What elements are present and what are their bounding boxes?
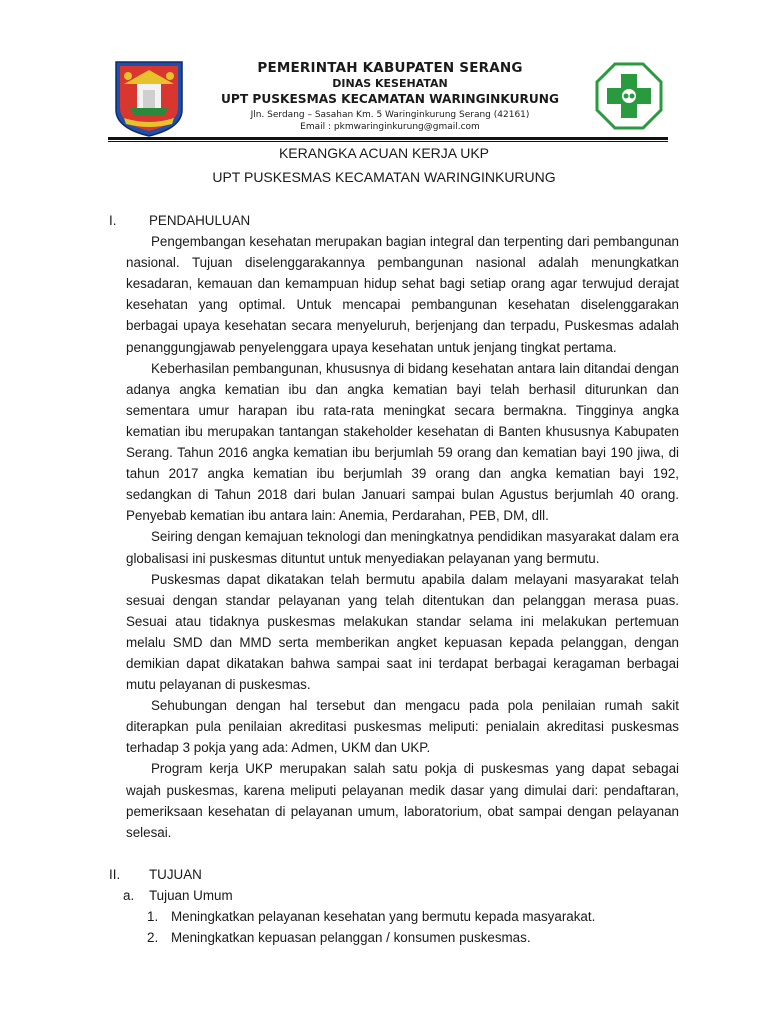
list-item-number: 1. (147, 909, 159, 924)
institution-name: UPT PUSKESMAS KECAMATAN WARINGINKURUNG (221, 92, 559, 106)
section-heading (109, 210, 679, 231)
list-item (109, 927, 679, 948)
list-item-text: Meningkatkan kepuasan pelanggan / konsumen puskesmas. (171, 930, 531, 946)
paragraph: Puskesmas dapat dikatakan telah bermutu apabila dalam melayani masyarakat telah sesuai dengan standar pelayanan yang telah ditentukan dan pelanggan merasa puas. Sesuai atau tidaknya puskesmas melakukan standar selama ini melakukan pertemuan melalu SMD dan MMD serta memberikan angket kepuasan kepada pelanggan, dengan demikian dapat dikatakan bahwa sampai saat ini terdapat berbagai keragaman berbagai mutu pelayanan di puskesmas. (126, 571, 679, 693)
document-subtitle: UPT PUSKESMAS KECAMATAN WARINGINKURUNG (212, 169, 556, 185)
subsection-number: a. (123, 887, 135, 903)
kabupaten-serang-emblem-icon (110, 58, 188, 138)
paragraph: Keberhasilan pembangunan, khususnya di bidang kesehatan antara lain ditandai dengan adanya angka kematian ibu dan angka kematian bayi telah berhasil diturunkan dan sementara umur harapan ibu rata-rata meningkat secara bermakna. Tingginya angka kematian ibu merupakan tantangan stakeholder kesehatan di Banten khususnya Kabupaten Serang. Tahun 2016 angka kematian ibu berjumlah 59 orang dan kematian bayi 190 jiwa, di tahun 2017 angka kematian ibu berjumlah 39 orang dan angka kematian bayi 192, sedangkan di Tahun 2018 dari bulan Januari sampai bulan Agustus berjumlah 40 orang. Penyebab kematian ibu antara lain: Anemia, Perdarahan, PEB, DM, dll. (126, 360, 679, 524)
list-item-text: Meningkatkan pelayanan kesehatan yang bermutu kepada masyarakat. (171, 909, 596, 924)
paragraph: Seiring dengan kemajuan teknologi dan meningkatnya pendidikan masyarakat dalam era globalisasi ini puskesmas dituntut untuk menyediakan pelayanan yang bermutu. (126, 529, 679, 566)
paragraph: Program kerja UKP merupakan salah satu pokja di puskesmas yang dapat sebagai wajah puskesmas, karena meliputi pelayanan medik dasar yang dimulai dari: pendaftaran, pemeriksaan kesehatan di pelayanan umum, laboratorium, obat sampai dengan pelayanan selesai. (126, 761, 679, 840)
section-title: TUJUAN (149, 866, 202, 882)
document-title: KERANGKA ACUAN KERJA UKP (278, 145, 490, 161)
section-heading (109, 864, 679, 885)
department-name: DINAS KESEHATAN (332, 77, 448, 90)
subsection-heading (109, 885, 679, 906)
list-item (109, 906, 679, 927)
government-name: PEMERINTAH KABUPATEN SERANG (257, 60, 523, 76)
section-number: II. (109, 866, 121, 882)
paragraph: Sehubungan dengan hal tersebut dan mengacu pada pola penilaian rumah sakit diterapkan pula penilaian akreditasi puskesmas meliputi: penialain akreditasi puskesmas terhadap 3 pokja yang ada: Admen, UKM dan UKP. (126, 698, 679, 756)
email-line: Email : pkmwaringinkurung@gmail.com (300, 122, 480, 132)
section-title: PENDAHULUAN (149, 213, 251, 228)
section-number: I. (109, 213, 117, 228)
paragraph: Pengembangan kesehatan merupakan bagian integral dan terpenting dari pembangunan nasional. Tujuan diselenggarakannya pembangunan nasional adalah menungkatkan kesadaran, kemauan dan kemampuan hidup sehat bagi setiap orang agar terwujud derajat kesehatan yang optimal. Untuk mencapai pembangunan kesehatan diselenggarakan berbagai upaya kesehatan secara menyeluruh, berjenjang dan terpadu, Puskesmas adalah penanggungjawab penyelenggara upaya kesehatan untuk jenjang tingkat pertama. (126, 234, 679, 355)
puskesmas-green-cross-icon (595, 62, 663, 130)
letterhead-text (190, 60, 590, 133)
address-line: Jln. Serdang – Sasahan Km. 5 Waringinkurung Serang (42161) (250, 110, 530, 120)
letterhead-divider-thin (108, 141, 668, 142)
letterhead-divider (108, 137, 668, 140)
list-item-number: 2. (147, 930, 159, 946)
subsection-title: Tujuan Umum (149, 887, 233, 903)
document-body (109, 210, 679, 948)
